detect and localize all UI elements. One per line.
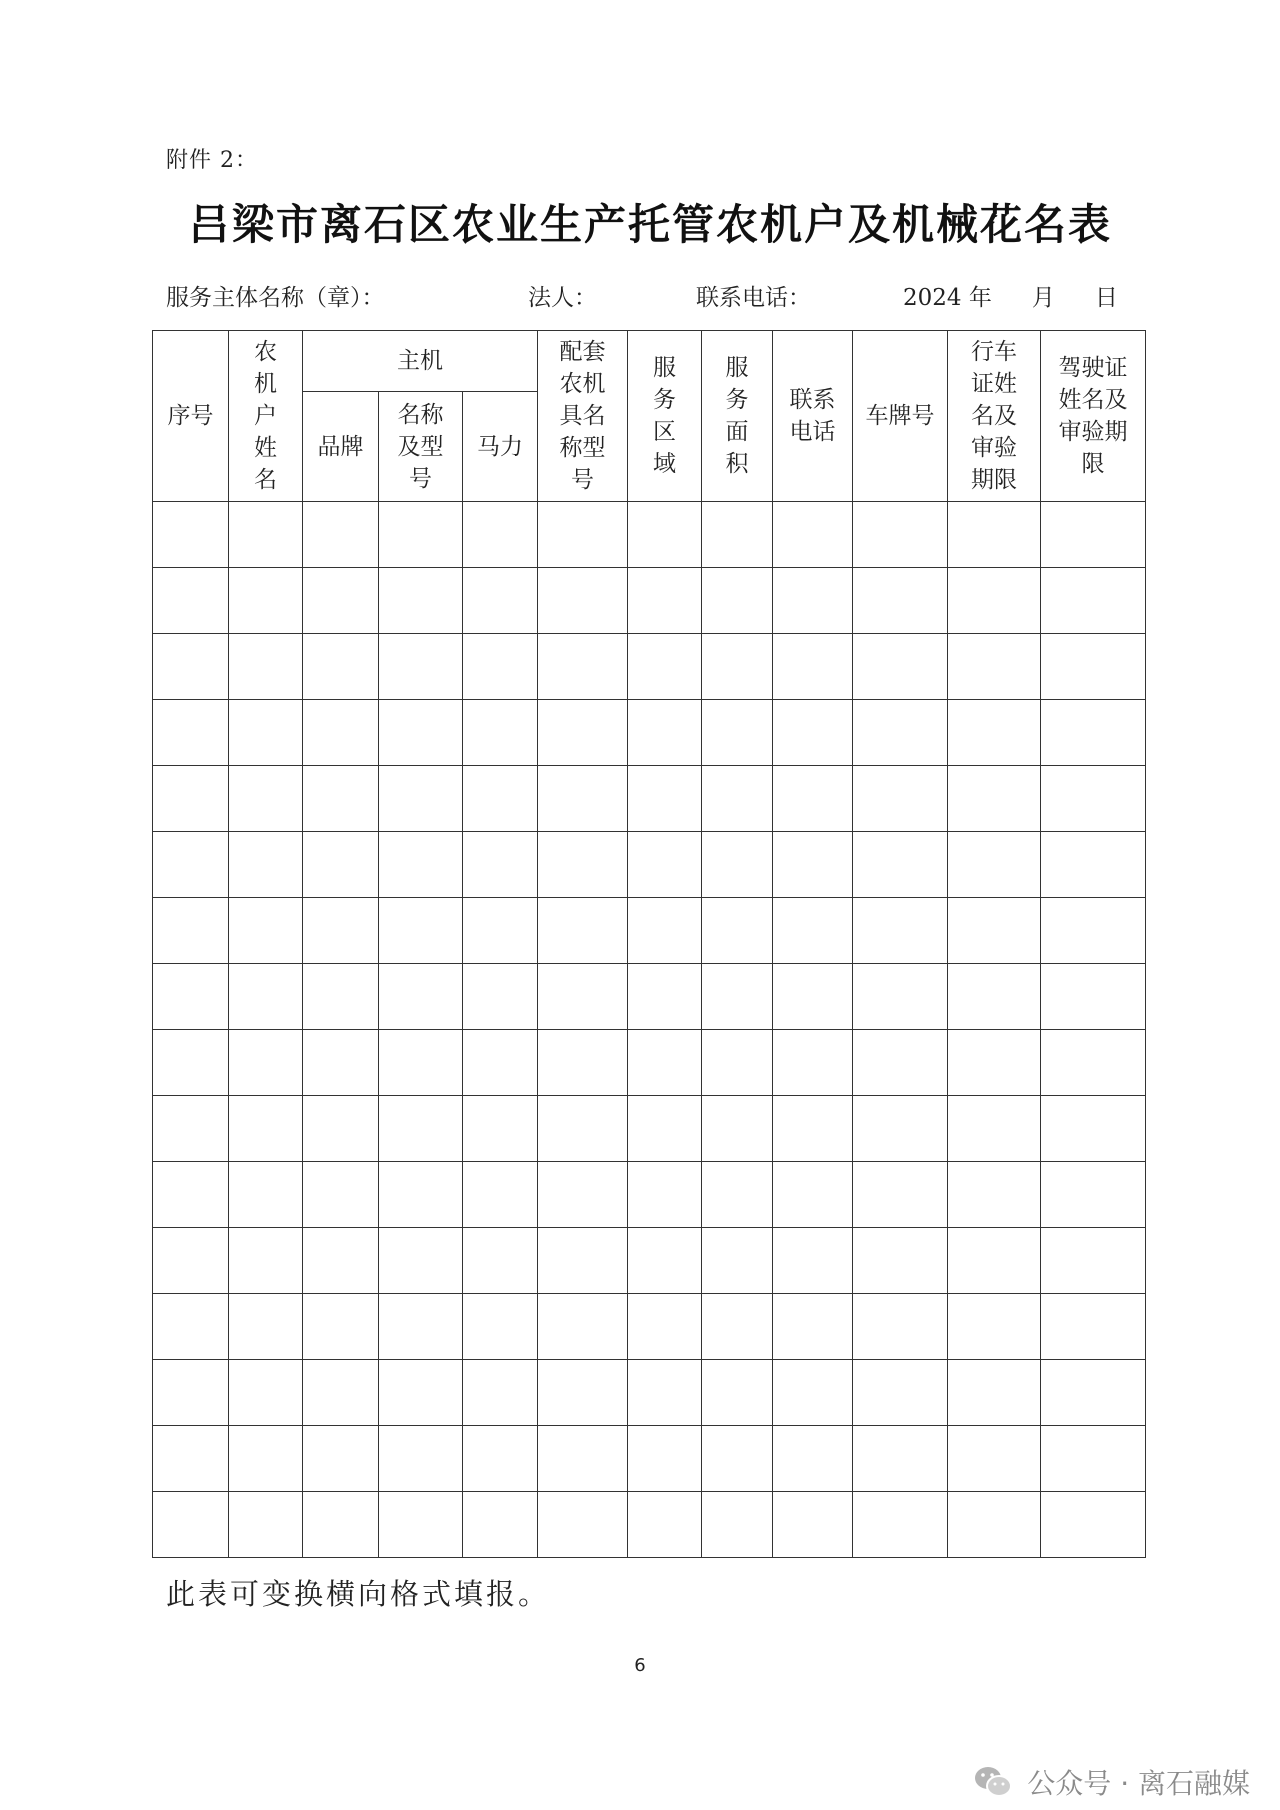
table-cell[interactable] [379, 1360, 463, 1426]
table-cell[interactable] [538, 1030, 628, 1096]
table-cell[interactable] [229, 964, 303, 1030]
table-cell[interactable] [702, 1492, 773, 1558]
table-cell[interactable] [153, 964, 229, 1030]
table-row [153, 568, 1146, 634]
table-cell[interactable] [628, 1426, 702, 1492]
table-cell[interactable] [153, 766, 229, 832]
table-cell[interactable] [153, 1492, 229, 1558]
table-cell[interactable] [538, 502, 628, 568]
table-row [153, 964, 1146, 1030]
table-cell[interactable] [229, 832, 303, 898]
table-cell[interactable] [702, 700, 773, 766]
table-cell[interactable] [229, 1096, 303, 1162]
table-row [153, 1426, 1146, 1492]
table-cell[interactable] [463, 1426, 538, 1492]
table-cell[interactable] [463, 1228, 538, 1294]
table-cell[interactable] [853, 964, 948, 1030]
table-cell[interactable] [379, 1228, 463, 1294]
table-cell[interactable] [702, 634, 773, 700]
table-cell[interactable] [628, 898, 702, 964]
table-cell[interactable] [773, 568, 853, 634]
table-row [153, 766, 1146, 832]
table-row [153, 1294, 1146, 1360]
table-cell[interactable] [773, 1030, 853, 1096]
table-cell[interactable] [948, 1294, 1041, 1360]
table-cell[interactable] [853, 1030, 948, 1096]
table-cell[interactable] [538, 634, 628, 700]
table-cell[interactable] [538, 1492, 628, 1558]
table-cell[interactable] [628, 1492, 702, 1558]
table-cell[interactable] [702, 964, 773, 1030]
table-cell[interactable] [702, 766, 773, 832]
table-cell[interactable] [1041, 568, 1146, 634]
table-cell[interactable] [379, 832, 463, 898]
table-row [153, 634, 1146, 700]
table-cell[interactable] [1041, 1492, 1146, 1558]
table-row [153, 1030, 1146, 1096]
table-cell[interactable] [463, 1096, 538, 1162]
table-cell[interactable] [303, 502, 379, 568]
table-cell[interactable] [229, 1228, 303, 1294]
table-cell[interactable] [229, 1492, 303, 1558]
table-row [153, 1162, 1146, 1228]
table-cell[interactable] [538, 1096, 628, 1162]
table-cell[interactable] [153, 1030, 229, 1096]
table-cell[interactable] [153, 1096, 229, 1162]
date-day: 日 [1094, 285, 1118, 311]
table-cell[interactable] [948, 700, 1041, 766]
table-cell[interactable] [853, 1096, 948, 1162]
date-year: 2024 年 [903, 285, 992, 311]
table-cell[interactable] [948, 1030, 1041, 1096]
table-cell[interactable] [463, 700, 538, 766]
table-cell[interactable] [1041, 1294, 1146, 1360]
table-cell[interactable] [702, 832, 773, 898]
table-cell[interactable] [702, 1228, 773, 1294]
table-cell[interactable] [628, 1162, 702, 1228]
table-cell[interactable] [303, 964, 379, 1030]
header-implement: 配套农机具名称型号 [538, 331, 628, 502]
table-cell[interactable] [229, 502, 303, 568]
table-cell[interactable] [463, 1294, 538, 1360]
table-cell[interactable] [463, 1492, 538, 1558]
table-cell[interactable] [463, 964, 538, 1030]
table-cell[interactable] [628, 568, 702, 634]
table-cell[interactable] [303, 700, 379, 766]
roster-table [152, 330, 1146, 1558]
table-cell[interactable] [628, 832, 702, 898]
document-title: 吕梁市离石区农业生产托管农机户及机械花名表 [187, 200, 1112, 249]
table-cell[interactable] [773, 634, 853, 700]
table-cell[interactable] [153, 502, 229, 568]
wechat-icon [973, 1765, 1013, 1799]
table-cell[interactable] [379, 1030, 463, 1096]
table-cell[interactable] [773, 766, 853, 832]
table-cell[interactable] [303, 898, 379, 964]
table-cell[interactable] [628, 700, 702, 766]
table-cell[interactable] [702, 1360, 773, 1426]
table-cell[interactable] [1041, 1426, 1146, 1492]
header-service-area: 服务区域 [628, 331, 702, 502]
header-phone: 联系电话 [773, 331, 853, 502]
legal-person-label: 法人： [528, 285, 597, 311]
table-cell[interactable] [773, 700, 853, 766]
table-cell[interactable] [303, 1294, 379, 1360]
table-cell[interactable] [948, 832, 1041, 898]
table-cell[interactable] [153, 1162, 229, 1228]
table-cell[interactable] [379, 568, 463, 634]
table-cell[interactable] [153, 898, 229, 964]
table-cell[interactable] [948, 502, 1041, 568]
table-cell[interactable] [463, 1162, 538, 1228]
table-row [153, 1492, 1146, 1558]
table-cell[interactable] [853, 568, 948, 634]
table-cell[interactable] [229, 1162, 303, 1228]
table-cell[interactable] [538, 766, 628, 832]
table-cell[interactable] [1041, 634, 1146, 700]
table-cell[interactable] [303, 1492, 379, 1558]
table-cell[interactable] [229, 634, 303, 700]
table-cell[interactable] [702, 1162, 773, 1228]
table-cell[interactable] [379, 1162, 463, 1228]
table-cell[interactable] [853, 1162, 948, 1228]
table-cell[interactable] [463, 502, 538, 568]
table-cell[interactable] [702, 898, 773, 964]
table-cell[interactable] [463, 1030, 538, 1096]
table-cell[interactable] [853, 1228, 948, 1294]
table-cell[interactable] [463, 634, 538, 700]
table-cell[interactable] [229, 898, 303, 964]
table-cell[interactable] [628, 766, 702, 832]
table-cell[interactable] [303, 1030, 379, 1096]
header-seq: 序号 [153, 331, 229, 502]
table-cell[interactable] [948, 1360, 1041, 1426]
header-name-model: 名称及型号 [379, 392, 463, 502]
table-cell[interactable] [948, 1162, 1041, 1228]
table-cell[interactable] [229, 1030, 303, 1096]
table-cell[interactable] [229, 1426, 303, 1492]
table-cell[interactable] [303, 1096, 379, 1162]
table-cell[interactable] [229, 1360, 303, 1426]
table-cell[interactable] [1041, 1360, 1146, 1426]
table-cell[interactable] [379, 1096, 463, 1162]
table-cell[interactable] [153, 1228, 229, 1294]
header-plate-number: 车牌号 [853, 331, 948, 502]
table-cell[interactable] [628, 1228, 702, 1294]
roster-body [153, 502, 1146, 1558]
table-cell[interactable] [538, 898, 628, 964]
table-cell[interactable] [379, 964, 463, 1030]
table-cell[interactable] [303, 1426, 379, 1492]
table-cell[interactable] [773, 1162, 853, 1228]
table-cell[interactable] [948, 1228, 1041, 1294]
table-cell[interactable] [948, 766, 1041, 832]
table-cell[interactable] [379, 1294, 463, 1360]
table-cell[interactable] [773, 1360, 853, 1426]
service-entity-label: 服务主体名称（章）： [166, 285, 385, 311]
table-cell[interactable] [628, 1360, 702, 1426]
table-cell[interactable] [463, 832, 538, 898]
table-cell[interactable] [773, 964, 853, 1030]
table-cell[interactable] [702, 1030, 773, 1096]
table-cell[interactable] [379, 634, 463, 700]
table-cell[interactable] [773, 502, 853, 568]
table-cell[interactable] [702, 1294, 773, 1360]
table-cell[interactable] [463, 766, 538, 832]
table-cell[interactable] [948, 568, 1041, 634]
table-cell[interactable] [773, 1096, 853, 1162]
table-cell[interactable] [379, 898, 463, 964]
table-cell[interactable] [153, 700, 229, 766]
table-cell[interactable] [853, 1426, 948, 1492]
table-cell[interactable] [1041, 1096, 1146, 1162]
table-cell[interactable] [948, 964, 1041, 1030]
table-cell[interactable] [853, 832, 948, 898]
table-cell[interactable] [229, 700, 303, 766]
table-cell[interactable] [379, 766, 463, 832]
table-cell[interactable] [773, 1228, 853, 1294]
table-cell[interactable] [379, 502, 463, 568]
header-driver-license: 驾驶证姓名及审验期限 [1041, 331, 1146, 502]
table-cell[interactable] [1041, 832, 1146, 898]
contact-phone-label: 联系电话： [696, 285, 811, 311]
table-cell[interactable] [948, 1426, 1041, 1492]
table-cell[interactable] [773, 1294, 853, 1360]
table-cell[interactable] [303, 832, 379, 898]
table-cell[interactable] [628, 502, 702, 568]
table-cell[interactable] [628, 1030, 702, 1096]
table-cell[interactable] [153, 832, 229, 898]
watermark-text: 公众号 · 离石融媒 [1027, 1767, 1250, 1800]
header-owner-name: 农机户姓名 [229, 331, 303, 502]
table-cell[interactable] [538, 568, 628, 634]
table-row [153, 1228, 1146, 1294]
table-cell[interactable] [538, 832, 628, 898]
table-cell[interactable] [153, 1294, 229, 1360]
table-row [153, 1360, 1146, 1426]
table-cell[interactable] [773, 898, 853, 964]
date-month: 月 [1031, 285, 1055, 311]
table-cell[interactable] [1041, 964, 1146, 1030]
table-cell[interactable] [853, 634, 948, 700]
table-cell[interactable] [463, 1360, 538, 1426]
table-cell[interactable] [628, 1096, 702, 1162]
table-cell[interactable] [853, 502, 948, 568]
table-cell[interactable] [628, 1294, 702, 1360]
table-cell[interactable] [702, 1426, 773, 1492]
table-cell[interactable] [303, 568, 379, 634]
table-cell[interactable] [463, 898, 538, 964]
table-cell[interactable] [948, 1096, 1041, 1162]
watermark [973, 1762, 1250, 1802]
table-cell[interactable] [1041, 898, 1146, 964]
table-cell[interactable] [538, 1426, 628, 1492]
table-cell[interactable] [948, 634, 1041, 700]
table-cell[interactable] [303, 1360, 379, 1426]
footnote: 此表可变换横向格式填报。 [166, 1577, 551, 1611]
table-cell[interactable] [538, 700, 628, 766]
table-cell[interactable] [948, 1492, 1041, 1558]
table-row [153, 700, 1146, 766]
table-cell[interactable] [853, 766, 948, 832]
table-cell[interactable] [853, 1294, 948, 1360]
header-brand: 品牌 [303, 392, 379, 502]
table-cell[interactable] [1041, 700, 1146, 766]
table-cell[interactable] [773, 1492, 853, 1558]
table-cell[interactable] [303, 766, 379, 832]
table-cell[interactable] [303, 634, 379, 700]
table-cell[interactable] [1041, 502, 1146, 568]
table-cell[interactable] [153, 568, 229, 634]
table-cell[interactable] [702, 568, 773, 634]
table-cell[interactable] [229, 766, 303, 832]
table-cell[interactable] [702, 502, 773, 568]
table-cell[interactable] [628, 634, 702, 700]
table-cell[interactable] [853, 700, 948, 766]
table-cell[interactable] [463, 568, 538, 634]
table-cell[interactable] [948, 898, 1041, 964]
date-line [903, 279, 1124, 312]
header-vehicle-license: 行车证姓名及审验期限 [948, 331, 1041, 502]
table-cell[interactable] [1041, 1228, 1146, 1294]
table-cell[interactable] [379, 1426, 463, 1492]
page-number: 6 [634, 1655, 646, 1676]
table-cell[interactable] [379, 700, 463, 766]
table-cell[interactable] [538, 1360, 628, 1426]
table-row [153, 1096, 1146, 1162]
table-cell[interactable] [1041, 1162, 1146, 1228]
table-cell[interactable] [773, 832, 853, 898]
table-row [153, 898, 1146, 964]
table-cell[interactable] [773, 1426, 853, 1492]
table-cell[interactable] [153, 1360, 229, 1426]
table-cell[interactable] [853, 1360, 948, 1426]
table-row [153, 502, 1146, 568]
attachment-label: 附件 2： [166, 148, 258, 173]
header-horsepower: 马力 [463, 392, 538, 502]
table-cell[interactable] [1041, 1030, 1146, 1096]
table-cell[interactable] [538, 964, 628, 1030]
table-cell[interactable] [628, 964, 702, 1030]
table-cell[interactable] [229, 568, 303, 634]
table-cell[interactable] [303, 1162, 379, 1228]
table-cell[interactable] [538, 1294, 628, 1360]
table-cell[interactable] [1041, 766, 1146, 832]
table-cell[interactable] [153, 634, 229, 700]
header-service-acreage: 服务面积 [702, 331, 773, 502]
table-cell[interactable] [379, 1492, 463, 1558]
table-cell[interactable] [853, 898, 948, 964]
table-cell[interactable] [853, 1492, 948, 1558]
table-cell[interactable] [303, 1228, 379, 1294]
table-cell[interactable] [229, 1294, 303, 1360]
table-row [153, 832, 1146, 898]
table-cell[interactable] [702, 1096, 773, 1162]
table-cell[interactable] [538, 1162, 628, 1228]
header-main-machine: 主机 [303, 331, 538, 392]
table-cell[interactable] [153, 1426, 229, 1492]
table-cell[interactable] [538, 1228, 628, 1294]
